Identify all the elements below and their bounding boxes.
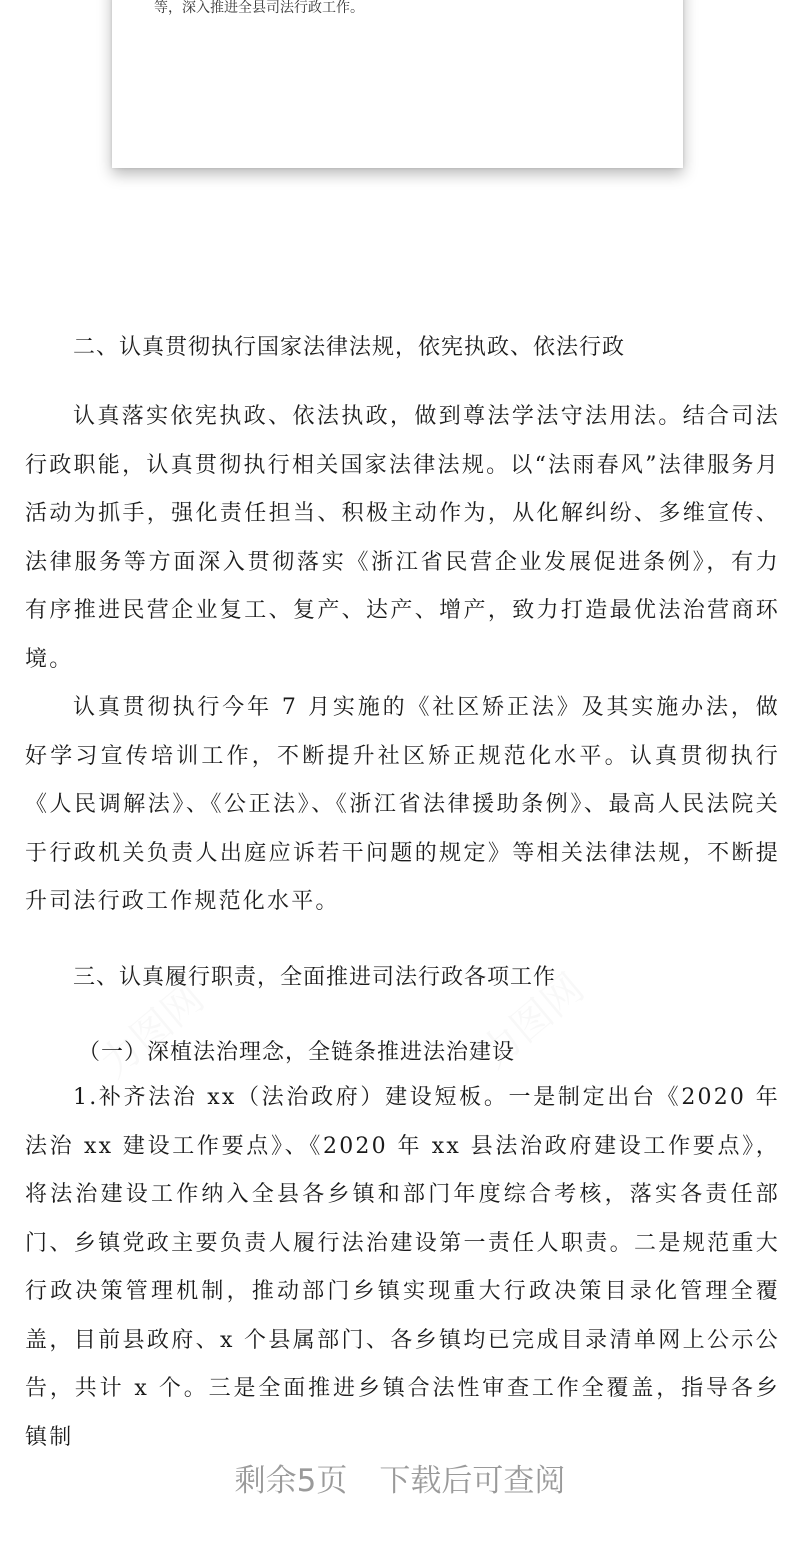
previous-page-tail-text: 等，深入推进全县司法行政工作。 [154, 0, 364, 16]
paragraph-3: 1.补齐法治 xx（法治政府）建设短板。一是制定出台《2020 年法治 xx 建设工作要点》、《2020 年 xx 县法治政府建设工作要点》，将法治建设工作纳入全县各乡镇和部门年度综合考核，落实各责任部门、乡镇党政主要负责人履行法治建设第一责任人职责。二是规范重大行政决策管理机制，推动部门乡镇实现重大行政决策目录化管理全覆盖，目前县政府、x 个县属部门、各乡镇均已完成目录清单网上公示公告，共计 x 个。三是全面推进乡镇合法性审查工作全覆盖，指导各乡镇制 [25, 1085, 780, 1450]
paragraph-1: 认真落实依宪执政、依法执政，做到尊法学法守法用法。结合司法行政职能，认真贯彻执行相关国家法律法规。以“法雨春风”法律服务月活动为抓手，强化责任担当、积极主动作为，从化解纠纷、多维宣传、法律服务等方面深入贯彻落实《浙江省民营企业发展促进条例》，有力有序推进民营企业复工、复产、达产、增产，致力打造最优法治营商环境。 [25, 404, 780, 672]
watermark-logo: 力图网 [471, 964, 593, 1078]
paragraph-2: 认真贯彻执行今年 7 月实施的《社区矫正法》及其实施办法，做好学习宣传培训工作，不断提升社区矫正规范化水平。认真贯彻执行《人民调解法》、《公正法》、《浙江省法律援助条例》、最高人民法院关于行政机关负责人出庭应诉若干问题的规定》等相关法律法规，不断提升司法行政工作规范化水平。 [25, 695, 780, 914]
previous-page-card [112, 0, 683, 168]
download-prompt[interactable] [0, 1455, 800, 1500]
subsection-heading-1: （一）深植法治理念，全链条推进法治建设 [78, 1040, 516, 1065]
section-heading-3: 三、认真履行职责，全面推进司法行政各项工作 [73, 965, 557, 990]
remaining-pages-label[interactable]: 剩余5页 [234, 1463, 348, 1499]
watermark-logo: 力图网 [91, 974, 213, 1088]
section-heading-2: 二、认真贯彻执行国家法律法规，依宪执政、依法行政 [73, 335, 626, 360]
download-hint-label[interactable]: 下载后可查阅 [379, 1463, 566, 1499]
